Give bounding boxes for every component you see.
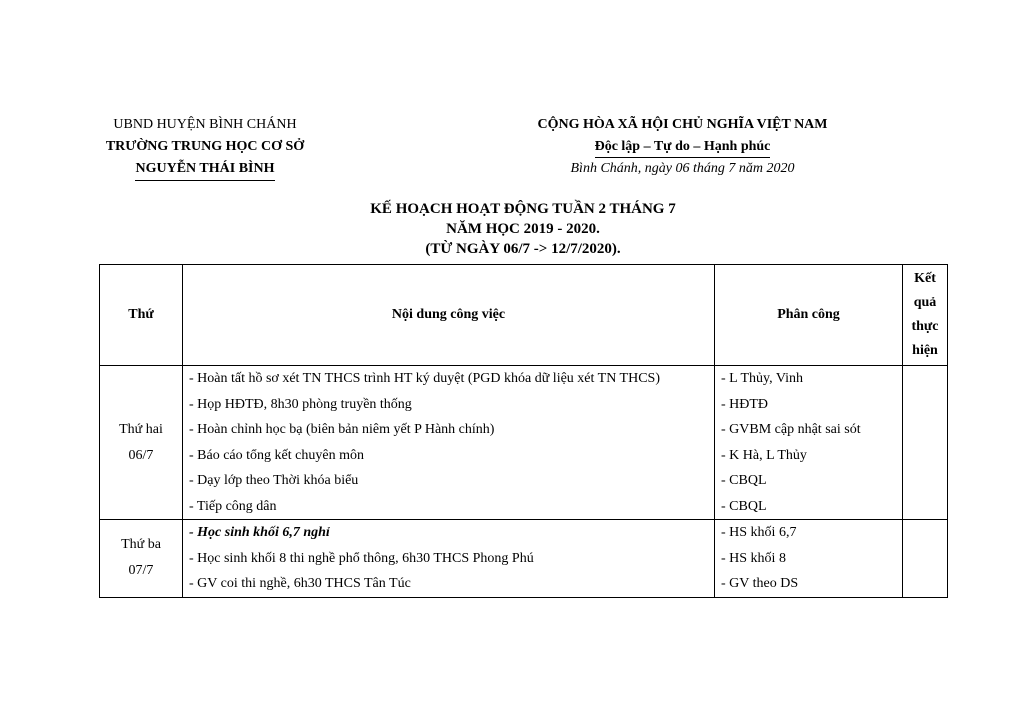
- assignee-item: - CBQL: [721, 498, 767, 514]
- header-left-underline: [135, 180, 275, 181]
- assignees-cell: [715, 366, 903, 520]
- place-date: Bình Chánh, ngày 06 tháng 7 năm 2020: [570, 161, 795, 176]
- result-cell: [903, 520, 948, 598]
- assignee-item: - GV theo DS: [721, 576, 799, 591]
- assignees-cell: [715, 520, 903, 598]
- task-item: - GV coi thi nghề, 6h30 THCS Tân Túc: [189, 576, 411, 591]
- tasks-cell: [183, 366, 715, 520]
- school-type: TRƯỜNG TRUNG HỌC CƠ SỞ: [105, 139, 305, 154]
- table-row: [100, 366, 948, 520]
- national-title: CỘNG HÒA XÃ HỘI CHỦ NGHĨA VIỆT NAM: [537, 117, 828, 132]
- title-line-2: NĂM HỌC 2019 - 2020.: [446, 221, 600, 237]
- assignee-item: - K Hà, L Thủy: [721, 447, 807, 463]
- title-line-3: (TỪ NGÀY 06/7 -> 12/7/2020).: [425, 241, 621, 257]
- national-motto: Độc lập – Tự do – Hạnh phúc: [595, 137, 771, 158]
- header-content: Nội dung công việc: [183, 265, 715, 366]
- tasks-cell: [183, 520, 715, 598]
- task-item: - Dạy lớp theo Thời khóa biểu: [189, 473, 359, 488]
- task-item: - Tiếp công dân: [189, 498, 277, 514]
- table-header-row: [100, 265, 948, 366]
- title-line-1: KẾ HOẠCH HOẠT ĐỘNG TUẦN 2 THÁNG 7: [370, 201, 676, 217]
- task-item: - Họp HĐTĐ, 8h30 phòng truyền thống: [189, 396, 412, 412]
- task-item: - Hoàn tất hồ sơ xét TN THCS trình HT ký duyệt (PGD khóa dữ liệu xét TN THCS): [189, 371, 661, 386]
- assignee-item: - HS khối 6,7: [721, 525, 797, 540]
- header-assignee: Phân công: [715, 265, 903, 366]
- day-cell: Thứ ba 07/7: [100, 520, 183, 598]
- table-row: [100, 520, 948, 598]
- assignee-item: - GVBM cập nhật sai sót: [721, 422, 861, 437]
- district-committee: UBND HUYỆN BÌNH CHÁNH: [113, 117, 297, 132]
- task-item: - Học sinh khối 8 thi nghề phổ thông, 6h30 THCS Phong Phú: [189, 550, 534, 566]
- result-cell: [903, 366, 948, 520]
- task-item: - Báo cáo tổng kết chuyên môn: [189, 447, 364, 463]
- header-right: [495, 114, 870, 180]
- task-item: - Hoàn chỉnh học bạ (biên bản niêm yết P Hành chính): [189, 422, 495, 437]
- assignee-item: - HĐTĐ: [721, 396, 769, 412]
- header-day: Thứ: [100, 265, 183, 366]
- assignee-item: - HS khối 8: [721, 550, 786, 566]
- task-item: - Học sinh khối 6,7 nghỉ: [189, 525, 330, 540]
- header-result: Kết quả thực hiện: [903, 265, 948, 366]
- weekly-plan-table: [99, 264, 948, 598]
- school-name: NGUYỄN THÁI BÌNH: [135, 161, 275, 176]
- assignee-item: - L Thủy, Vinh: [721, 371, 803, 386]
- header-left: [60, 114, 350, 181]
- day-cell: Thứ hai 06/7: [100, 366, 183, 520]
- assignee-item: - CBQL: [721, 473, 767, 488]
- document-title: [100, 199, 946, 259]
